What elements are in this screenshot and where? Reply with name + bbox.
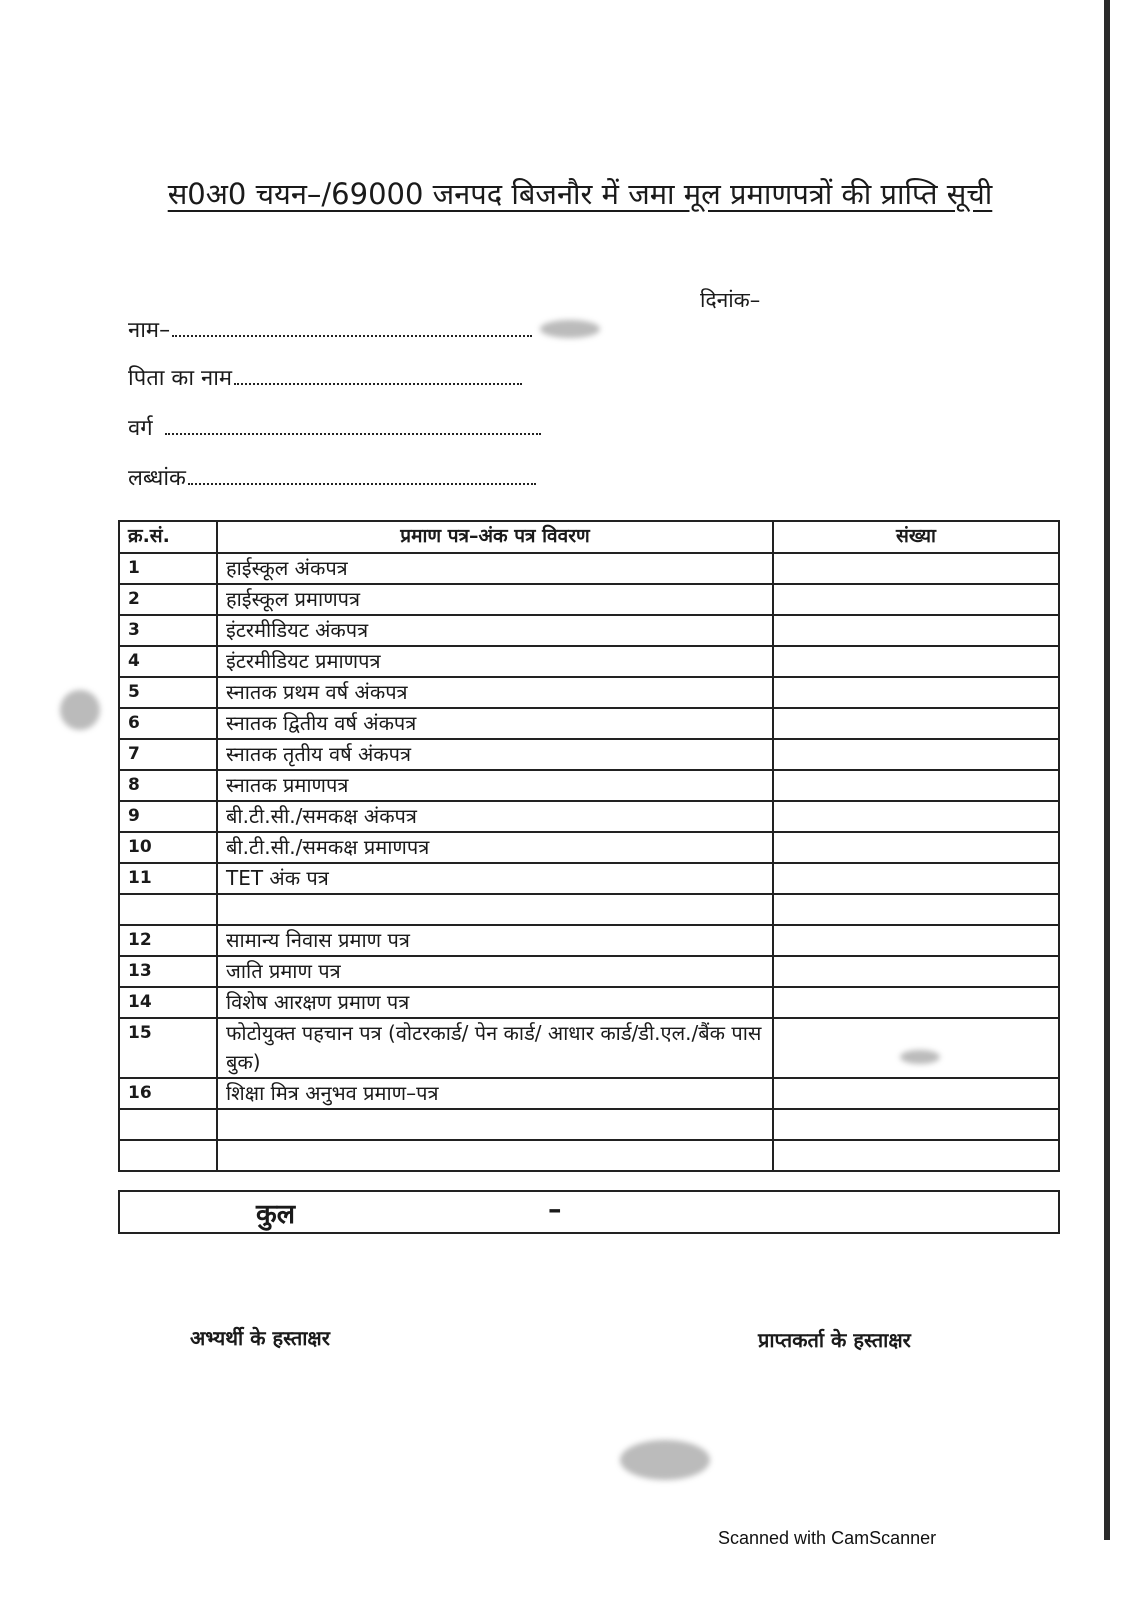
row-count-cell — [773, 1018, 1059, 1078]
row-description: फोटोयुक्त पहचान पत्र (वोटरकार्ड/ पेन कार्ड/ आधार कार्ड/डी.एल./बैंक पास बुक) — [217, 1018, 773, 1078]
row-description: सामान्य निवास प्रमाण पत्र — [217, 925, 773, 956]
row-count-cell — [773, 584, 1059, 615]
description-header: प्रमाण पत्र–अंक पत्र विवरण — [217, 521, 773, 553]
row-count-cell — [773, 646, 1059, 677]
row-serial: 3 — [119, 615, 217, 646]
scan-edge — [1104, 0, 1110, 1540]
row-serial: 6 — [119, 708, 217, 739]
scan-smudge — [540, 320, 600, 338]
table-row — [119, 925, 1059, 956]
row-count-cell — [773, 615, 1059, 646]
row-count-cell — [773, 553, 1059, 584]
row-description: शिक्षा मित्र अनुभव प्रमाण–पत्र — [217, 1078, 773, 1109]
row-count-cell — [773, 677, 1059, 708]
table-row — [119, 956, 1059, 987]
table-row — [119, 646, 1059, 677]
total-label: कुल — [256, 1199, 296, 1230]
row-description: इंटरमीडियट अंकपत्र — [217, 615, 773, 646]
table-row — [119, 770, 1059, 801]
row-description: स्नातक प्रमाणपत्र — [217, 770, 773, 801]
row-description — [217, 1109, 773, 1140]
row-description: स्नातक प्रथम वर्ष अंकपत्र — [217, 677, 773, 708]
table-row — [119, 1140, 1059, 1171]
table-row — [119, 615, 1059, 646]
table-row — [119, 894, 1059, 925]
table-header-row — [119, 521, 1059, 553]
row-serial: 10 — [119, 832, 217, 863]
row-description: इंटरमीडियट प्रमाणपत्र — [217, 646, 773, 677]
table-row — [119, 1078, 1059, 1109]
receiver-signature-label: प्राप्तकर्ता के हस्ताक्षर — [758, 1328, 911, 1352]
table-row — [119, 987, 1059, 1018]
row-description: स्नातक तृतीय वर्ष अंकपत्र — [217, 739, 773, 770]
marks-field — [128, 462, 536, 492]
row-serial — [119, 1140, 217, 1171]
table-row — [119, 584, 1059, 615]
father-name-blank — [234, 365, 522, 385]
row-serial — [119, 1109, 217, 1140]
row-count-cell — [773, 987, 1059, 1018]
row-description: विशेष आरक्षण प्रमाण पत्र — [217, 987, 773, 1018]
row-count-cell — [773, 801, 1059, 832]
row-serial: 14 — [119, 987, 217, 1018]
table-row — [119, 677, 1059, 708]
row-serial: 1 — [119, 553, 217, 584]
row-serial: 5 — [119, 677, 217, 708]
row-count-cell — [773, 1109, 1059, 1140]
father-name-label: पिता का नाम — [128, 366, 233, 391]
scanner-watermark: Scanned with CamScanner — [718, 1528, 937, 1548]
father-name-field — [128, 362, 522, 392]
row-serial: 12 — [119, 925, 217, 956]
row-count-cell — [773, 770, 1059, 801]
row-serial: 2 — [119, 584, 217, 615]
row-serial: 16 — [119, 1078, 217, 1109]
row-serial: 9 — [119, 801, 217, 832]
marks-blank — [188, 465, 536, 485]
certificate-table — [118, 520, 1060, 1172]
category-field — [128, 412, 541, 442]
row-description: बी.टी.सी./समकक्ष प्रमाणपत्र — [217, 832, 773, 863]
row-description: हाईस्कूल अंकपत्र — [217, 553, 773, 584]
row-serial: 13 — [119, 956, 217, 987]
row-serial: 11 — [119, 863, 217, 894]
row-count-cell — [773, 956, 1059, 987]
row-description: हाईस्कूल प्रमाणपत्र — [217, 584, 773, 615]
row-count-cell — [773, 863, 1059, 894]
row-description: बी.टी.सी./समकक्ष अंकपत्र — [217, 801, 773, 832]
row-description — [217, 894, 773, 925]
table-row — [119, 1109, 1059, 1140]
row-description: TET अंक पत्र — [217, 863, 773, 894]
total-value: – — [548, 1194, 562, 1225]
category-label: वर्ग — [128, 416, 153, 441]
row-serial: 7 — [119, 739, 217, 770]
category-blank — [165, 415, 541, 435]
row-count-cell — [773, 1140, 1059, 1171]
row-description — [217, 1140, 773, 1171]
row-serial: 4 — [119, 646, 217, 677]
table-row — [119, 553, 1059, 584]
serial-header: क्र.सं. — [119, 521, 217, 553]
row-count-cell — [773, 894, 1059, 925]
table-row — [119, 801, 1059, 832]
total-box — [118, 1190, 1060, 1234]
document-title: स0अ0 चयन–/69000 जनपद बिजनौर में जमा मूल प्रमाणपत्रों की प्राप्ति सूची — [167, 177, 993, 211]
candidate-signature-label: अभ्यर्थी के हस्ताक्षर — [190, 1326, 330, 1350]
table-body — [119, 553, 1059, 1171]
table-row — [119, 739, 1059, 770]
marks-label: लब्धांक — [128, 466, 186, 491]
table-row — [119, 1018, 1059, 1078]
row-count-cell — [773, 1078, 1059, 1109]
name-field — [128, 314, 532, 344]
count-header: संख्या — [773, 521, 1059, 553]
date-label: दिनांक– — [700, 288, 761, 312]
scan-smudge — [620, 1440, 710, 1480]
name-blank — [172, 317, 532, 337]
scan-smudge — [60, 690, 100, 730]
row-count-cell — [773, 925, 1059, 956]
row-serial — [119, 894, 217, 925]
row-count-cell — [773, 739, 1059, 770]
name-label: नाम– — [128, 318, 171, 343]
row-description: जाति प्रमाण पत्र — [217, 956, 773, 987]
row-serial: 15 — [119, 1018, 217, 1078]
table-row — [119, 708, 1059, 739]
table-row — [119, 832, 1059, 863]
row-serial: 8 — [119, 770, 217, 801]
row-count-cell — [773, 832, 1059, 863]
row-description: स्नातक द्वितीय वर्ष अंकपत्र — [217, 708, 773, 739]
row-count-cell — [773, 708, 1059, 739]
table-row — [119, 863, 1059, 894]
